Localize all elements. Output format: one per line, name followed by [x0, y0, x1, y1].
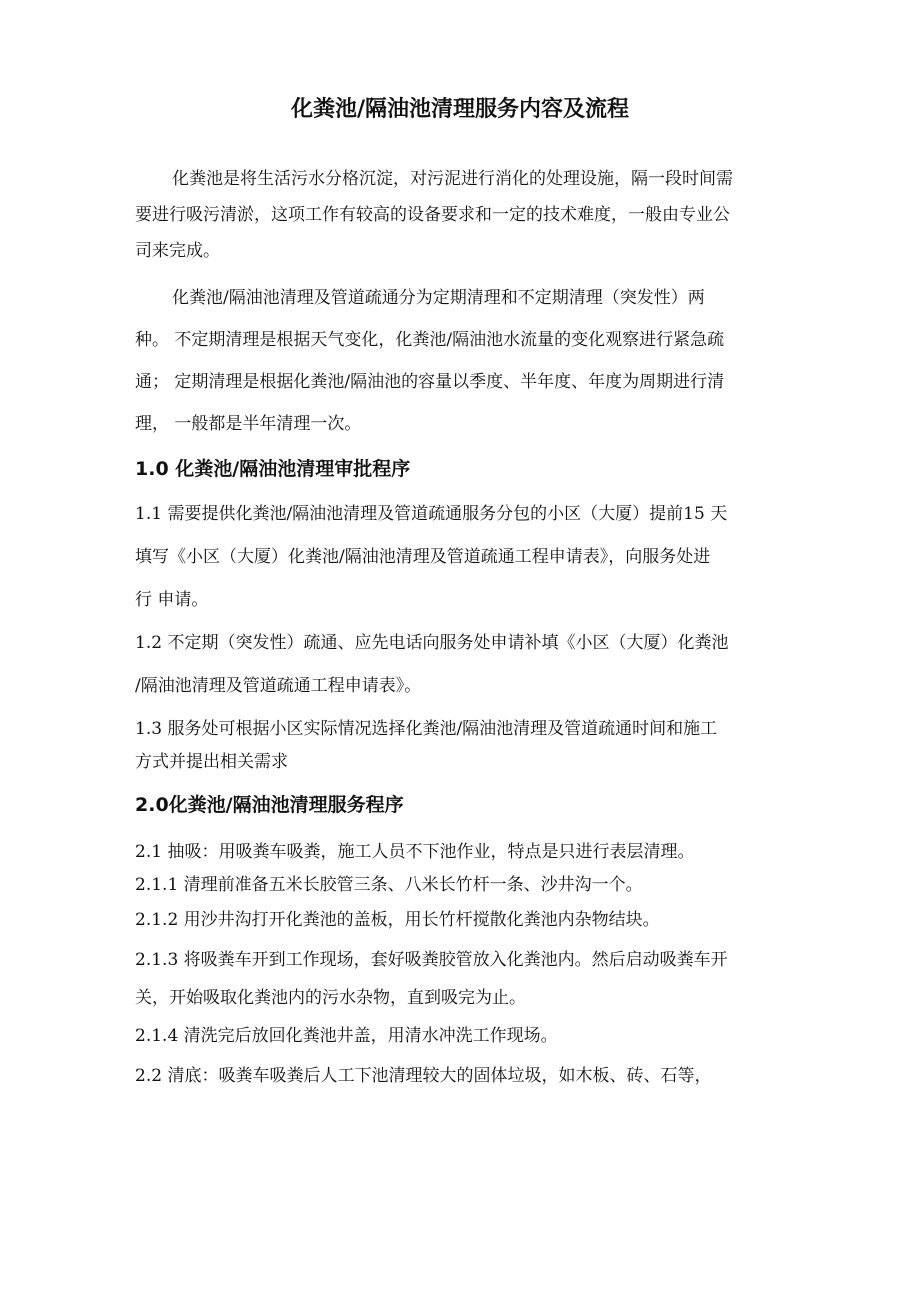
intro-line: 理， 一般都是半年清理一次。: [135, 414, 362, 434]
intro-line: 要进行吸污清淤，这项工作有较高的设备要求和一定的技术难度，一般由专业公: [135, 205, 730, 225]
intro-line: 司来完成。: [135, 241, 220, 261]
section-heading: 1.0 化粪池/隔油池清理审批程序: [135, 458, 411, 480]
section2-line: 2.1.2 用沙井沟打开化粪池的盖板，用长竹杆搅散化粪池内杂物结块。: [135, 910, 660, 930]
document-title: 化粪池/隔油池清理服务内容及流程: [290, 97, 630, 122]
intro-line: 化粪池/隔油池清理及管道疏通分为定期清理和不定期清理（突发性）两: [172, 288, 705, 308]
section1-line: /隔油池清理及管道疏通工程申请表》。: [135, 676, 422, 696]
section2-line: 2.1.3 将吸粪车开到工作现场，套好吸粪胶管放入化粪池内。然后启动吸粪车开: [135, 950, 728, 970]
section1-line: 1.1 需要提供化粪池/隔油池清理及管道疏通服务分包的小区（大厦）提前15 天: [135, 504, 728, 524]
section2-line: 2.1.1 清理前准备五米长胶管三条、八米长竹杆一条、沙井沟一个。: [135, 875, 643, 895]
section2-line: 2.1 抽吸：用吸粪车吸粪，施工人员不下池作业，特点是只进行表层清理。: [135, 842, 695, 862]
section2-line: 2.1.4 清洗完后放回化粪池井盖，用清水冲洗工作现场。: [135, 1026, 558, 1046]
section1-line: 1.2 不定期（突发性）疏通、应先电话向服务处申请补填《小区（大厦）化粪池: [135, 633, 729, 653]
section2-line: 2.2 清底：吸粪车吸粪后人工下池清理较大的固体垃圾，如木板、砖、石等，: [135, 1066, 712, 1086]
section2-line: 关，开始吸取化粪池内的污水杂物，直到吸完为止。: [135, 988, 526, 1008]
section1-line: 填写《小区（大厦）化粪池/隔油池清理及管道疏通工程申请表》，向服务处进: [135, 547, 711, 567]
section1-line: 1.3 服务处可根据小区实际情况选择化粪池/隔油池清理及管道疏通时间和施工: [135, 719, 718, 739]
section1-line: 方式并提出相关需求: [135, 752, 288, 772]
section-heading: 2.0化粪池/隔油池清理服务程序: [135, 794, 404, 816]
section1-line: 行 申请。: [135, 590, 209, 610]
intro-line: 通； 定期清理是根据化粪池/隔油池的容量以季度、半年度、年度为周期进行清: [135, 372, 725, 392]
intro-line: 种。 不定期清理是根据天气变化，化粪池/隔油池水流量的变化观察进行紧急疏: [135, 330, 725, 350]
intro-line: 化粪池是将生活污水分格沉淀，对污泥进行消化的处理设施，隔一段时间需: [172, 169, 733, 189]
